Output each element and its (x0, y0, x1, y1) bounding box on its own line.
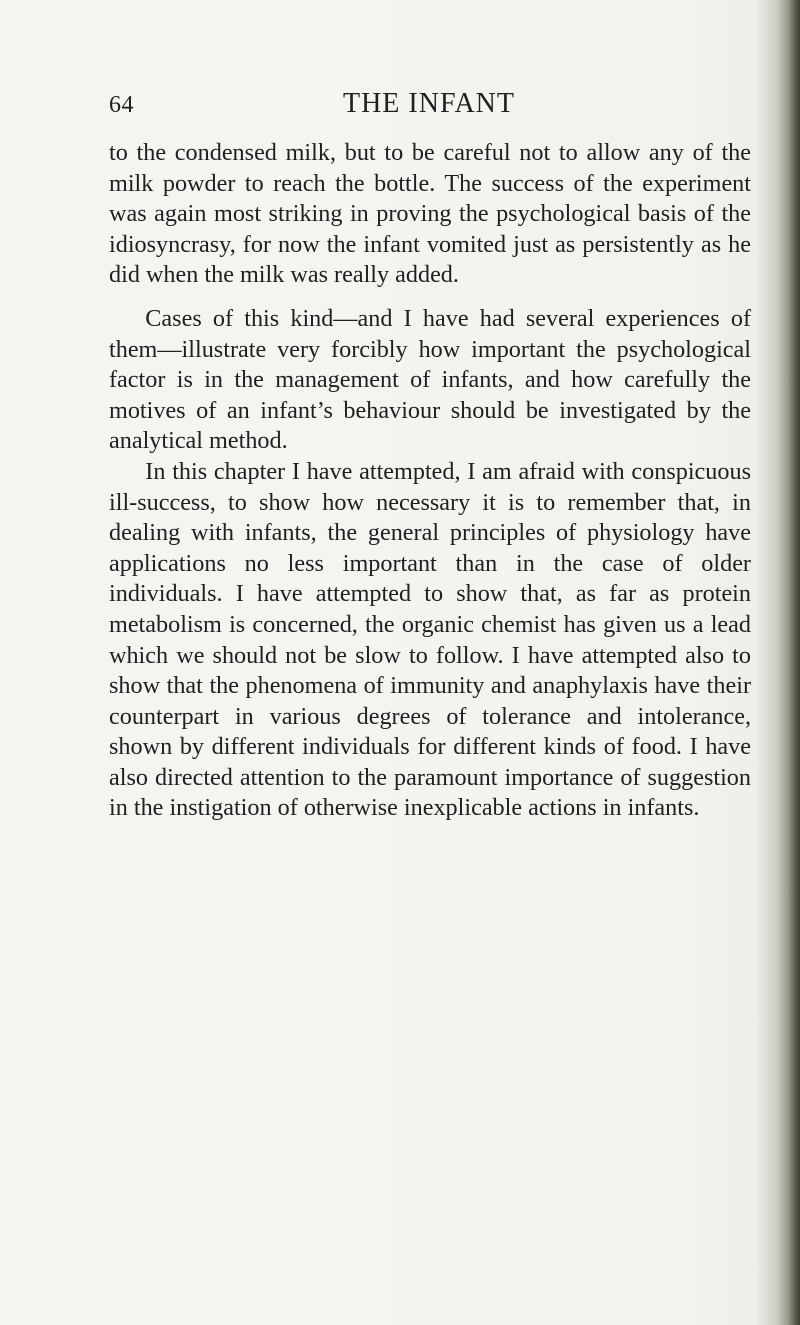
paragraph: to the condensed milk, but to be careful not to allow any of the milk powder to reach the bottle. The success of the experiment was again most striking in proving the psychological basis of the idiosyncrasy, for now the infant vomited just as persistently as he did when the milk was really added. (109, 139, 751, 289)
running-title: THE INFANT (342, 88, 515, 119)
page-edge-shadow (756, 0, 800, 1325)
body-text (109, 138, 751, 824)
paragraph: In this chapter I have attempted, I am afraid with conspicuous ill-success, to show how necessary it is to remember that, in dealing with infants, the general principles of physiology have applications no less important than in the case of older individuals. I have attempted to show that, as far as protein metabolism is concerned, the organic chemist has given us a lead which we should not be slow to follow. I have attempted also to show that the phenomena of immunity and anaphylaxis have their counterpart in various degrees of tolerance and intolerance, shown by different individuals for different kinds of food. I have also directed attention to the paramount importance of suggestion in the instigation of otherwise inexplicable actions in infants. (109, 457, 751, 822)
page-number: 64 (109, 92, 134, 118)
paragraph: Cases of this kind—and I have had several experiences of them—illustrate very forcibly how important the psychological factor is in the management of infants, and how carefully the motives of an infant’s behaviour should be investigated by the analytical method. (109, 304, 751, 455)
page-header (109, 88, 749, 128)
